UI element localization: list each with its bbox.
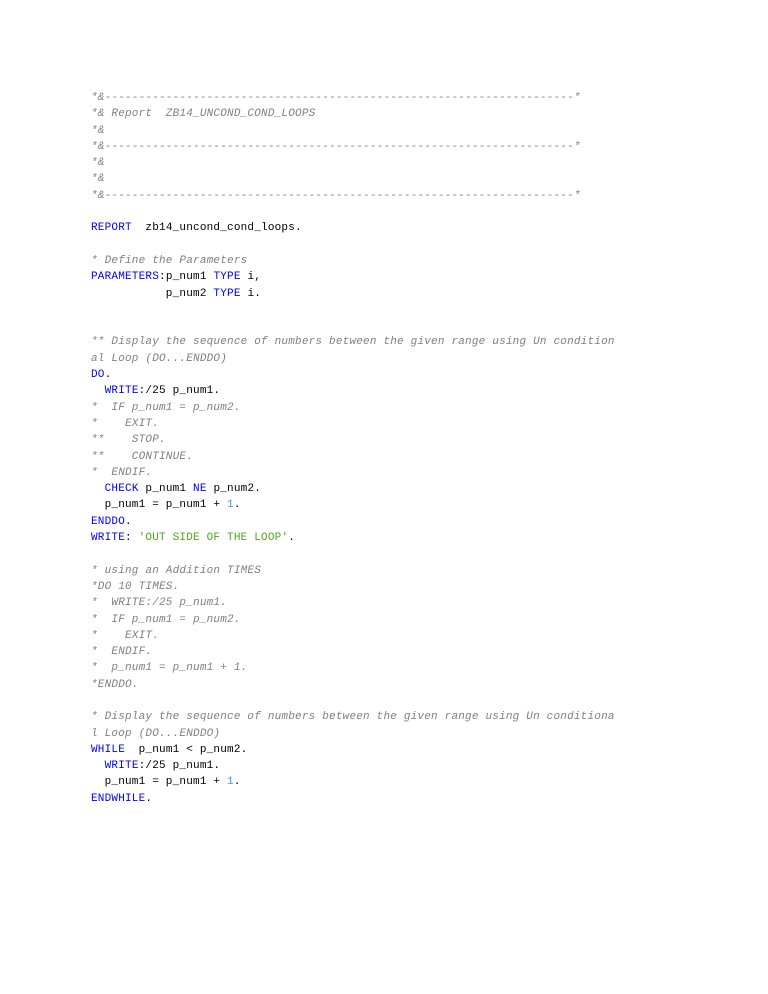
code-line: [91, 546, 615, 562]
code-line: [91, 106, 615, 122]
code-line: [91, 432, 615, 448]
code-line: [91, 563, 615, 579]
code-token-text: p_num2: [91, 287, 214, 300]
code-token-text: .: [288, 532, 296, 545]
code-token-text: .: [104, 369, 112, 382]
code-line: [91, 400, 615, 416]
code-token-keyword: REPORT: [91, 222, 132, 235]
code-token-keyword: ENDDO: [91, 515, 126, 528]
code-token-text: [91, 385, 105, 397]
code-line: [91, 677, 615, 693]
code-line: [91, 220, 615, 236]
code-line: [91, 726, 615, 742]
code-token-text: :/25 p_num1.: [138, 385, 221, 398]
code-line: [91, 204, 615, 220]
code-token-comment: * EXIT.: [91, 417, 160, 430]
code-line: [91, 628, 615, 644]
code-line: [91, 351, 615, 367]
code-token-text: .: [233, 776, 241, 789]
code-token-keyword: WHILE: [91, 743, 126, 756]
code-token-comment: ** CONTINUE.: [91, 450, 194, 463]
code-token-keyword: WRITE: [91, 532, 126, 545]
code-token-text: p_num1 < p_num2.: [125, 743, 248, 756]
code-line: [91, 791, 615, 807]
code-token-comment: *&---------------------------------------------------------------------*: [91, 140, 581, 153]
code-line: [91, 334, 615, 350]
code-token-keyword: TYPE: [213, 271, 241, 284]
code-line: [91, 416, 615, 432]
code-token-comment: *&: [91, 157, 105, 170]
code-line: [91, 595, 615, 611]
code-line: [91, 774, 615, 790]
code-token-keyword: WRITE: [104, 385, 139, 398]
code-token-keyword: ENDWHILE: [91, 792, 146, 805]
code-token-text: [91, 760, 105, 772]
code-listing: [91, 90, 615, 807]
code-token-text: :: [125, 532, 139, 545]
code-token-keyword: NE: [193, 483, 207, 496]
code-line: [91, 269, 615, 285]
code-token-comment: *&: [91, 173, 105, 186]
code-token-comment: * IF p_num1 = p_num2.: [91, 401, 241, 414]
code-token-comment: * Define the Parameters: [91, 254, 248, 267]
code-line: [91, 237, 615, 253]
code-line: [91, 171, 615, 187]
code-token-comment: *&---------------------------------------------------------------------*: [91, 189, 581, 202]
code-line: [91, 302, 615, 318]
code-token-text: .: [233, 499, 241, 512]
code-token-text: .: [145, 792, 153, 805]
code-line: [91, 514, 615, 530]
code-token-comment: *& Report ZB14_UNCOND_COND_LOOPS: [91, 108, 316, 121]
code-line: [91, 612, 615, 628]
code-token-string: 'OUT SIDE OF THE LOOP': [138, 532, 289, 545]
code-token-text: i,: [240, 271, 262, 284]
code-token-keyword: PARAMETERS: [91, 271, 160, 284]
code-token-number: 1: [227, 499, 234, 512]
code-token-text: :p_num1: [159, 271, 214, 284]
code-token-comment: * IF p_num1 = p_num2.: [91, 613, 241, 626]
code-line: [91, 660, 615, 676]
code-line: [91, 709, 615, 725]
code-line: [91, 644, 615, 660]
code-token-text: .: [125, 515, 132, 528]
code-token-comment: * EXIT.: [91, 629, 160, 642]
code-line: [91, 318, 615, 334]
code-line: [91, 123, 615, 139]
code-line: [91, 497, 615, 513]
code-line: [91, 188, 615, 204]
code-token-keyword: TYPE: [213, 287, 241, 300]
code-token-text: zb14_uncond_cond_loops.: [131, 222, 302, 235]
code-token-comment: l Loop (DO...ENDDO): [91, 727, 221, 740]
code-line: [91, 579, 615, 595]
code-token-comment: * using an Addition TIMES: [91, 564, 262, 577]
code-token-comment: ** STOP.: [91, 434, 166, 447]
code-token-comment: *DO 10 TIMES.: [91, 580, 180, 593]
code-token-keyword: WRITE: [104, 760, 139, 773]
code-line: [91, 367, 615, 383]
code-token-text: i.: [240, 287, 262, 300]
code-token-keyword: DO: [91, 369, 105, 382]
code-line: [91, 383, 615, 399]
code-token-comment: ** Display the sequence of numbers between the given range using Un condition: [91, 336, 615, 349]
code-line: [91, 253, 615, 269]
code-line: [91, 742, 615, 758]
code-token-comment: * p_num1 = p_num1 + 1.: [91, 662, 248, 675]
code-token-comment: *&---------------------------------------------------------------------*: [91, 92, 581, 104]
code-line: [91, 90, 615, 106]
code-line: [91, 530, 615, 546]
code-line: [91, 139, 615, 155]
code-line: [91, 481, 615, 497]
code-token-text: p_num1 = p_num1 +: [91, 776, 228, 789]
code-line: [91, 155, 615, 171]
code-token-comment: *&: [91, 124, 105, 137]
code-token-comment: al Loop (DO...ENDDO): [91, 352, 228, 365]
code-token-text: [91, 483, 105, 495]
code-line: [91, 449, 615, 465]
code-token-comment: * WRITE:/25 p_num1.: [91, 597, 228, 610]
code-line: [91, 758, 615, 774]
code-token-comment: * ENDIF.: [91, 466, 153, 479]
code-token-text: :/25 p_num1.: [138, 760, 221, 773]
code-token-comment: * ENDIF.: [91, 646, 153, 659]
code-token-text: p_num1 = p_num1 +: [91, 499, 228, 512]
code-line: [91, 693, 615, 709]
code-token-keyword: CHECK: [104, 483, 139, 496]
code-token-comment: * Display the sequence of numbers between the given range using Un conditiona: [91, 711, 615, 724]
code-line: [91, 286, 615, 302]
code-token-number: 1: [227, 776, 234, 789]
code-token-text: p_num1: [138, 483, 194, 496]
code-token-text: p_num2.: [206, 483, 262, 496]
code-token-comment: *ENDDO.: [91, 678, 139, 691]
code-line: [91, 465, 615, 481]
